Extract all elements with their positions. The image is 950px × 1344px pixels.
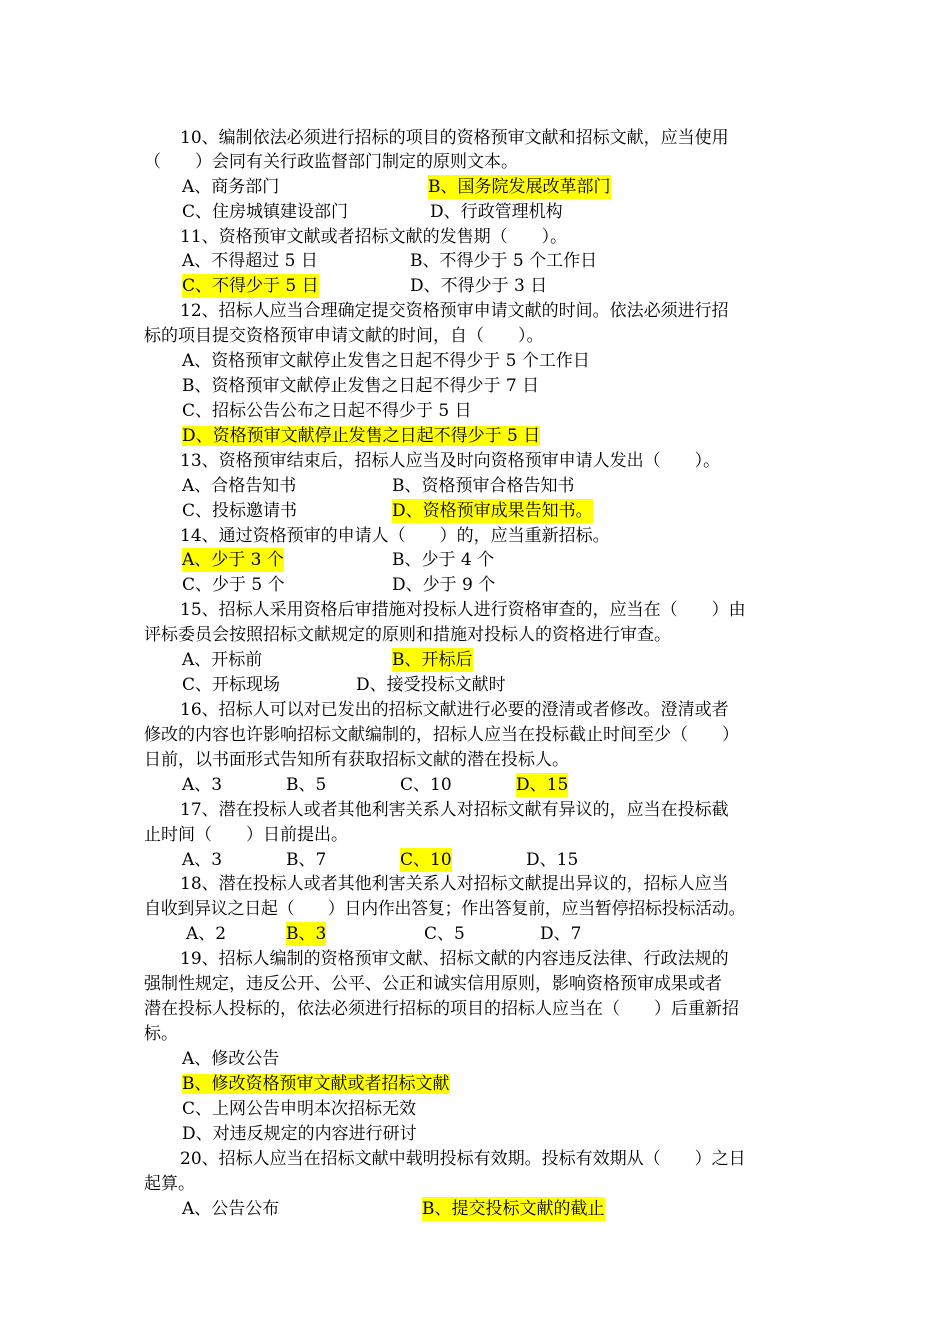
- q11-option-d: D、不得少于 3 日: [410, 276, 548, 296]
- q10-stem-1: 10、编制依法必须进行招标的项目的资格预审文献和招标文献，应当使用: [180, 128, 729, 148]
- q10-options-row-1: [0, 175, 950, 199]
- q12-option-d: D、资格预审文献停止发售之日起不得少于 5 日: [182, 426, 541, 446]
- q16-stem-2: 修改的内容也许影响招标文献编制的，招标人应当在投标截止时间至少（ ）: [144, 725, 739, 745]
- q10-option-d: D、行政管理机构: [430, 202, 563, 222]
- q19-stem-4: 标。: [144, 1024, 178, 1044]
- q17-option-c: C、10: [400, 850, 452, 870]
- q19-stem-3: 潜在投标人投标的，依法必须进行招标的项目的招标人应当在（ ）后重新招: [144, 999, 739, 1019]
- q12-stem-2: 标的项目提交资格预审申请文献的时间，自（ ）。: [144, 326, 544, 346]
- q15-options-row-1: [0, 648, 950, 672]
- q19-option-c: C、上网公告申明本次招标无效: [182, 1099, 417, 1119]
- q14-option-b: B、少于 4 个: [392, 550, 495, 570]
- q18-stem-1: 18、潜在投标人或者其他利害关系人对招标文献提出异议的，招标人应当: [180, 874, 729, 894]
- q13-option-a: A、合格告知书: [182, 476, 297, 496]
- q19-option-b: B、修改资格预审文献或者招标文献: [182, 1074, 450, 1094]
- q13-stem-1: 13、资格预审结束后，招标人应当及时向资格预审申请人发出（ ）。: [180, 451, 721, 471]
- q13-option-d: D、资格预审成果告知书。: [392, 501, 593, 521]
- q14-option-d: D、少于 9 个: [392, 575, 496, 595]
- q10-option-b: B、国务院发展改革部门: [428, 177, 611, 197]
- q11-option-c: C、不得少于 5 日: [182, 276, 319, 296]
- q11-options-row-1: [0, 249, 950, 273]
- q16-option-c: C、10: [400, 775, 452, 795]
- q15-options-row-2: [0, 673, 950, 697]
- q13-options-row-1: [0, 474, 950, 498]
- q15-option-b: B、开标后: [392, 650, 473, 670]
- q19-option-b-row: [182, 1072, 450, 1096]
- q12-option-a: A、资格预审文献停止发售之日起不得少于 5 个工作日: [182, 351, 590, 371]
- q17-stem-2: 止时间（ ）日前提出。: [144, 825, 348, 845]
- q10-option-c: C、住房城镇建设部门: [182, 202, 349, 222]
- q14-options-row-1: [0, 548, 950, 572]
- q12-option-b: B、资格预审文献停止发售之日起不得少于 7 日: [182, 376, 540, 396]
- q20-option-b: B、提交投标文献的截止: [422, 1199, 605, 1219]
- q20-stem-1: 20、招标人应当在招标文献中载明投标有效期。投标有效期从（ ）之日: [180, 1149, 746, 1169]
- q16-option-b: B、5: [286, 775, 327, 795]
- q15-stem-1: 15、招标人采用资格后审措施对投标人进行资格审查的，应当在（ ）由: [180, 600, 746, 620]
- q18-stem-2: 自收到异议之日起（ ）日内作出答复；作出答复前，应当暂停招标投标活动。: [144, 899, 746, 919]
- q10-options-row-2: [0, 200, 950, 224]
- q18-option-a: A、2: [186, 924, 227, 944]
- q17-option-a: A、3: [182, 850, 223, 870]
- q19-option-d: D、对违反规定的内容进行研讨: [182, 1124, 417, 1144]
- q20-option-a: A、公告公布: [182, 1199, 280, 1219]
- q20-stem-2: 起算。: [144, 1174, 195, 1194]
- q13-option-b: B、资格预审合格告知书: [392, 476, 575, 496]
- q12-option-c: C、招标公告公布之日起不得少于 5 日: [182, 401, 472, 421]
- q11-options-row-2: [0, 274, 950, 298]
- q14-options-row-2: [0, 573, 950, 597]
- q17-options-row: [0, 848, 950, 872]
- q20-options-row: [0, 1197, 950, 1221]
- q12-stem-1: 12、招标人应当合理确定提交资格预审申请文献的时间。依法必须进行招: [180, 301, 729, 321]
- q19-stem-2: 强制性规定，违反公开、公平、公正和诚实信用原则，影响资格预审成果或者: [144, 974, 722, 994]
- q19-option-a: A、修改公告: [182, 1049, 280, 1069]
- q18-options-row: [0, 922, 950, 946]
- q12-option-d-row: [182, 424, 540, 448]
- q14-option-a: A、少于 3 个: [182, 550, 284, 570]
- q15-option-a: A、开标前: [182, 650, 263, 670]
- q14-option-c: C、少于 5 个: [182, 575, 285, 595]
- q16-option-d: D、15: [516, 775, 569, 795]
- q16-options-row: [0, 773, 950, 797]
- q11-option-b: B、不得少于 5 个工作日: [410, 251, 598, 271]
- q17-option-b: B、7: [286, 850, 327, 870]
- q15-option-c: C、开标现场: [182, 675, 281, 695]
- q13-option-c: C、投标邀请书: [182, 501, 298, 521]
- q13-options-row-2: [0, 499, 950, 523]
- q15-option-d: D、接受投标文献时: [356, 675, 506, 695]
- q19-stem-1: 19、招标人编制的资格预审文献、招标文献的内容违反法律、行政法规的: [180, 949, 729, 969]
- q11-stem-1: 11、资格预审文献或者招标文献的发售期（ ）。: [180, 227, 568, 247]
- q10-stem-2: （ ）会同有关行政监督部门制定的原则文本。: [144, 152, 518, 172]
- q11-option-a: A、不得超过 5 日: [182, 251, 318, 271]
- q16-stem-3: 日前，以书面形式告知所有获取招标文献的潜在投标人。: [144, 750, 569, 770]
- q14-stem-1: 14、通过资格预审的申请人（ ）的，应当重新招标。: [180, 526, 610, 546]
- q17-option-d: D、15: [526, 850, 579, 870]
- q16-option-a: A、3: [182, 775, 223, 795]
- q18-option-d: D、7: [540, 924, 582, 944]
- q16-stem-1: 16、招标人可以对已发出的招标文献进行必要的澄清或者修改。澄清或者: [180, 700, 729, 720]
- q18-option-b: B、3: [286, 924, 327, 944]
- q15-stem-2: 评标委员会按照招标文献规定的原则和措施对投标人的资格进行审查。: [144, 625, 671, 645]
- q18-option-c: C、5: [424, 924, 465, 944]
- q17-stem-1: 17、潜在投标人或者其他利害关系人对招标文献有异议的，应当在投标截: [180, 800, 729, 820]
- q10-option-a: A、商务部门: [182, 177, 280, 197]
